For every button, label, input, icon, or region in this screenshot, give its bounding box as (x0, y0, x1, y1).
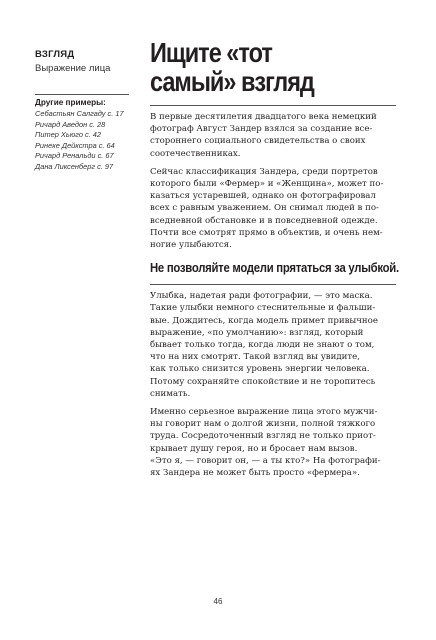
section-title: ВЗГЛЯД (35, 49, 75, 60)
subheading-divider (150, 284, 396, 285)
text-line: Такие улыбки немного стеснительные и фальши- (150, 303, 376, 314)
section-subtitle: Выражение лица (35, 63, 111, 74)
text-line: Почти все смотрят прямо в объектив, и очень нем- (150, 227, 383, 238)
text-line: вседневной обстановке и в повседневной одежде. (150, 215, 378, 226)
subheading: Не позволяйте модели прятаться за улыбкой. (150, 261, 399, 276)
example-item: Ричард Аведон с. 28 (35, 119, 106, 129)
text-line: снимать. (150, 388, 191, 399)
text-line: «Это я, — говорит он, — а ты кто?» На фотографи- (150, 455, 381, 466)
paragraph-1 (150, 111, 396, 160)
text-line: всех с равным уважением. Он снимал людей в по- (150, 203, 379, 214)
paragraph-3 (150, 290, 396, 400)
text-line: выражение, «по умолчанию»: взгляд, который (150, 327, 364, 338)
text-line: как только снизится уровень энергии человека. (150, 364, 370, 375)
page-number: 46 (213, 597, 223, 606)
title-divider (150, 105, 396, 106)
example-item: Дана Ликсенберг с. 97 (35, 161, 114, 171)
text-line: соотечественниках. (150, 148, 241, 159)
examples-list (35, 109, 135, 173)
sidebar (35, 49, 135, 173)
sidebar-divider (35, 94, 129, 95)
text-line: ны говорит нам о долгой жизни, полной тяжкого (150, 419, 376, 430)
paragraph-2 (150, 166, 396, 251)
text-line: вые. Дождитесь, когда модель примет привычное (150, 315, 378, 326)
text-line: фотограф Август Зандер взялся за создание все- (150, 124, 373, 135)
text-line: труда. Сосредоточенный взгляд не только приот- (150, 431, 376, 442)
text-line: ях Зандера не может быть просто «фермера». (150, 468, 360, 479)
text-line: казаться устаревшей, однако он фотографировал (150, 191, 376, 202)
text-line: Улыбка, надетая ради фотографии, — это маска. (150, 291, 373, 302)
page-title-line: Ищите «тот (150, 37, 272, 68)
text-line: Потому сохраняйте спокойствие и не торопитесь (150, 376, 376, 387)
paragraph-4 (150, 406, 396, 479)
text-line: ногие улыбаются. (150, 240, 232, 251)
example-item: Ричард Ренальди с. 67 (35, 151, 114, 161)
text-line: бывает только тогда, когда люди не знают о том, (150, 340, 375, 351)
text-line: крывает душу героя, но и бросает нам вызов. (150, 443, 358, 454)
example-item: Ринеке Дейкстра с. 64 (35, 140, 115, 150)
example-item: Питер Хьюго с. 42 (35, 130, 102, 140)
text-line: что на них смотрят. Такой взгляд вы увидите, (150, 352, 360, 363)
page-title (150, 38, 357, 96)
text-line: Именно серьезное выражение лица этого мужчи- (150, 407, 378, 418)
page-title-line: самый» взгляд (150, 66, 314, 97)
text-line: Сейчас классификация Зандера, среди портретов (150, 166, 378, 177)
examples-heading: Другие примеры: (35, 98, 106, 107)
text-line: В первые десятилетия двадцатого века немецкий (150, 112, 377, 122)
main-content (150, 37, 399, 479)
text-line: которого были «Фермер» и «Женщина», может по- (150, 179, 384, 190)
text-line: стороннего социального свидетельства о своих (150, 136, 366, 147)
example-item: Себастьян Салгаду с. 17 (35, 109, 124, 118)
